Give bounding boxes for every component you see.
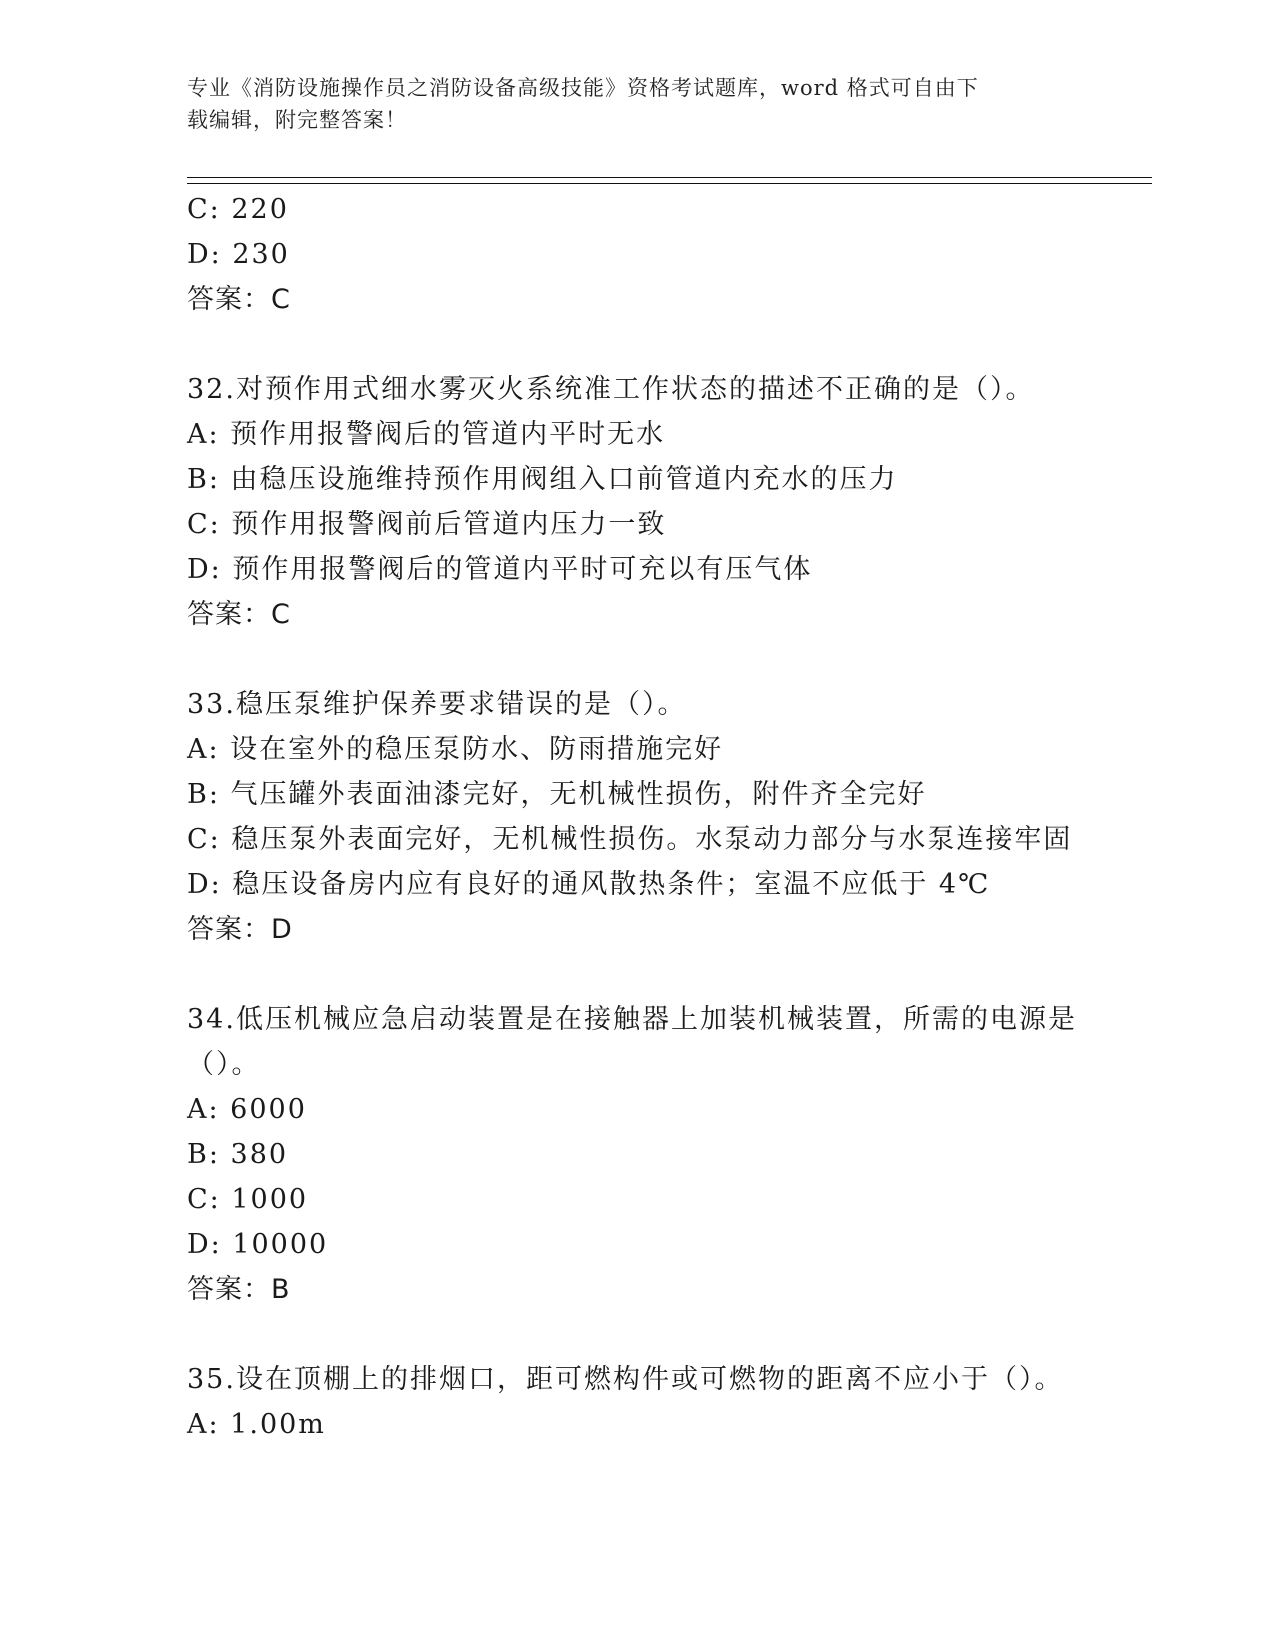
question-line: 34.低压机械应急启动装置是在接触器上加装机械装置，所需的电源是: [187, 1004, 1077, 1035]
option-line: D: 预作用报警阀后的管道内平时可充以有压气体: [187, 554, 813, 585]
header-rule-top: [187, 177, 1152, 178]
answer-line: 答案：B: [187, 1274, 291, 1305]
question-line: 32.对预作用式细水雾灭火系统准工作状态的描述不正确的是（）。: [187, 374, 1035, 405]
option-line: D: 稳压设备房内应有良好的通风散热条件；室温不应低于 4℃: [187, 869, 991, 900]
option-line: D: 10000: [187, 1229, 329, 1260]
document-header: [187, 72, 1067, 136]
header-line-2: 载编辑，附完整答案！: [187, 108, 407, 132]
header-rule-bottom: [187, 183, 1152, 184]
option-line: A: 预作用报警阀后的管道内平时无水: [187, 419, 666, 450]
option-line: B: 由稳压设施维持预作用阀组入口前管道内充水的压力: [187, 464, 898, 495]
option-line: D: 230: [187, 239, 290, 270]
question-continuation-line: （）。: [187, 1049, 261, 1080]
option-line: C: 稳压泵外表面完好，无机械性损伤。水泵动力部分与水泵连接牢固: [187, 824, 1073, 855]
question-line: 33.稳压泵维护保养要求错误的是（）。: [187, 689, 687, 720]
answer-line: 答案：C: [187, 284, 291, 315]
option-line: C: 220: [187, 194, 289, 225]
option-line: B: 380: [187, 1139, 289, 1170]
question-line: 35.设在顶棚上的排烟口，距可燃构件或可燃物的距离不应小于（）。: [187, 1364, 1064, 1395]
option-line: A: 1.00m: [187, 1409, 326, 1440]
option-line: B: 气压罐外表面油漆完好，无机械性损伤，附件齐全完好: [187, 779, 927, 810]
option-line: A: 6000: [187, 1094, 307, 1125]
option-line: C: 1000: [187, 1184, 309, 1215]
answer-line: 答案：D: [187, 914, 293, 945]
option-line: A: 设在室外的稳压泵防水、防雨措施完好: [187, 734, 724, 765]
answer-line: 答案：C: [187, 599, 291, 630]
option-line: C: 预作用报警阀前后管道内压力一致: [187, 509, 667, 540]
header-line-1: 专业《消防设施操作员之消防设备高级技能》资格考试题库，word 格式可自由下: [187, 76, 979, 100]
